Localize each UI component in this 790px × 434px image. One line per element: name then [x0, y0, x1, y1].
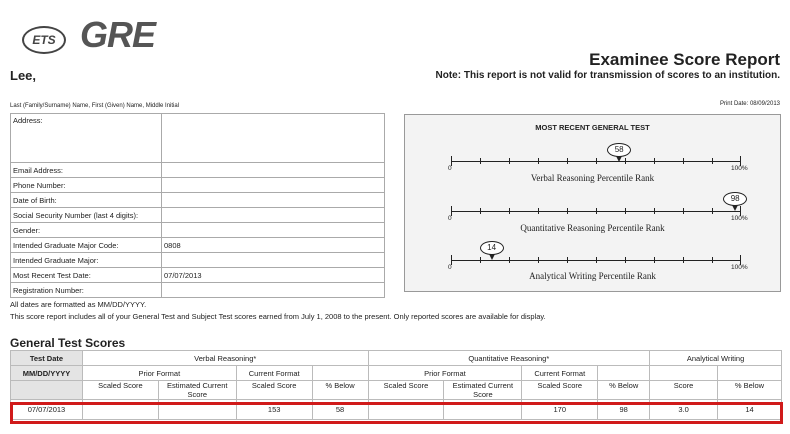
writing-marker-pointer [489, 254, 495, 260]
scale-tick [567, 257, 568, 263]
row-writing-score: 3.0 [650, 400, 718, 420]
writing-below-header: % Below [718, 381, 782, 400]
scale-tick [625, 158, 626, 164]
scale-tick [596, 257, 597, 263]
date-format-note: All dates are formatted as MM/DD/YYYY. [10, 300, 147, 309]
info-value [162, 208, 385, 223]
gre-logo: GRE [80, 14, 156, 55]
scale-tick [596, 208, 597, 214]
scale-tick [654, 208, 655, 214]
examinee-info-table [10, 113, 385, 298]
scale-min-label: 0 [448, 264, 452, 271]
quant-blank-header [598, 366, 650, 381]
info-label: Intended Graduate Major Code: [11, 238, 162, 253]
scale-tick [654, 158, 655, 164]
verbal-prior-format-header: Prior Format [82, 366, 236, 381]
info-row [11, 208, 385, 223]
info-row [11, 193, 385, 208]
scale-tick [712, 208, 713, 214]
row-verbal-below: 58 [312, 400, 368, 420]
verbal-percentile-marker: 58 [607, 143, 631, 157]
info-value [162, 193, 385, 208]
quant-rank-label: Quantitative Reasoning Percentile Rank [520, 223, 665, 233]
info-value [162, 163, 385, 178]
scale-tick [625, 208, 626, 214]
scale-tick [596, 158, 597, 164]
row-verbal-scaled: 153 [236, 400, 312, 420]
scale-tick [480, 158, 481, 164]
section-title: General Test Scores [10, 336, 126, 350]
info-value [162, 114, 385, 163]
scale-tick [509, 257, 510, 263]
scale-tick [480, 257, 481, 263]
verbal-blank-header [312, 366, 368, 381]
scale-tick [683, 158, 684, 164]
scale-tick [712, 257, 713, 263]
scale-tick [509, 158, 510, 164]
scale-min-label: 0 [448, 215, 452, 222]
verbal-scaled-header: Scaled Score [236, 381, 312, 400]
header-row-1 [11, 351, 782, 366]
scale-tick [567, 158, 568, 164]
test-date-header: Test Date [11, 351, 83, 366]
info-row [11, 268, 385, 283]
scale-tick [567, 208, 568, 214]
scale-line [451, 260, 741, 261]
scale-line [451, 211, 741, 212]
scale-tick [538, 158, 539, 164]
writing-percentile-marker: 14 [480, 241, 504, 255]
verbal-rank-label: Verbal Reasoning Percentile Rank [530, 173, 655, 183]
info-value [162, 178, 385, 193]
verbal-marker-pointer [616, 156, 622, 162]
quant-marker-pointer [732, 205, 738, 211]
info-label: Most Recent Test Date: [11, 268, 162, 283]
writing-score-header: Score [650, 381, 718, 400]
info-row [11, 178, 385, 193]
scale-tick [683, 257, 684, 263]
scale-tick [654, 257, 655, 263]
writing-blank-header [650, 366, 718, 381]
ets-logo: ETS [22, 26, 66, 54]
quant-below-header: % Below [598, 381, 650, 400]
quant-current-format-header: Current Format [522, 366, 598, 381]
writing-rank-label: Analytical Writing Percentile Rank [529, 271, 656, 281]
row-writing-below: 14 [718, 400, 782, 420]
verbal-prior-estimated-header: Estimated Current Score [158, 381, 236, 400]
scale-tick [625, 257, 626, 263]
quant-prior-estimated-header: Estimated Current Score [444, 381, 522, 400]
scale-max-label: 100% [731, 165, 748, 172]
info-label: Social Security Number (last 4 digits): [11, 208, 162, 223]
scale-min-label: 0 [448, 165, 452, 172]
info-value [162, 283, 385, 298]
scale-max-label: 100% [731, 264, 748, 271]
quant-prior-scaled-header: Scaled Score [368, 381, 444, 400]
report-title: Examinee Score Report [589, 50, 780, 69]
scale-tick [712, 158, 713, 164]
info-row [11, 223, 385, 238]
row-quant-below: 98 [598, 400, 650, 420]
row-quant-scaled: 170 [522, 400, 598, 420]
quant-prior-format-header: Prior Format [368, 366, 522, 381]
info-label: Registration Number: [11, 283, 162, 298]
scale-tick [538, 208, 539, 214]
info-value [162, 223, 385, 238]
panel-title: MOST RECENT GENERAL TEST [535, 123, 650, 132]
info-row-address [11, 114, 385, 163]
verbal-header: Verbal Reasoning* [82, 351, 368, 366]
writing-header: Analytical Writing [650, 351, 782, 366]
scale-max-label: 100% [731, 215, 748, 222]
scale-tick [509, 208, 510, 214]
name-caption: Last (Family/Surname) Name, First (Given) Name, Middle Initial [10, 103, 180, 109]
info-label: Intended Graduate Major: [11, 253, 162, 268]
coverage-note: This score report includes all of your General Test and Subject Test scores earned from July 1, 2008 to the present. Only reported scores are available for display. [10, 312, 546, 321]
writing-blank-header [718, 366, 782, 381]
row-test-date: 07/07/2013 [11, 400, 83, 420]
verbal-prior-scaled-header: Scaled Score [82, 381, 158, 400]
header-row-3 [11, 381, 782, 400]
info-row [11, 163, 385, 178]
info-label: Date of Birth: [11, 193, 162, 208]
info-row [11, 238, 385, 253]
print-date: Print Date: 08/09/2013 [719, 101, 780, 107]
date-format-header: MM/DD/YYYY [11, 366, 83, 381]
info-label: Phone Number: [11, 178, 162, 193]
examinee-name: Lee, [10, 68, 37, 83]
report-note: Note: This report is not valid for transmission of scores to an institution. [435, 70, 780, 81]
info-value: 0808 [162, 238, 385, 253]
verbal-current-format-header: Current Format [236, 366, 312, 381]
quant-percentile-marker: 98 [723, 192, 747, 206]
scale-tick [480, 208, 481, 214]
info-value: 07/07/2013 [162, 268, 385, 283]
info-row [11, 253, 385, 268]
percentile-panel [404, 114, 781, 292]
quant-scaled-header: Scaled Score [522, 381, 598, 400]
scale-line [451, 161, 741, 162]
score-row-highlight [10, 402, 783, 424]
scale-tick [538, 257, 539, 263]
info-value [162, 253, 385, 268]
info-label: Gender: [11, 223, 162, 238]
info-label: Address: [11, 114, 162, 163]
info-row [11, 283, 385, 298]
header-row-2 [11, 366, 782, 381]
date-blank-header [11, 381, 83, 400]
quant-header: Quantitative Reasoning* [368, 351, 650, 366]
verbal-below-header: % Below [312, 381, 368, 400]
scale-tick [683, 208, 684, 214]
info-label: Email Address: [11, 163, 162, 178]
